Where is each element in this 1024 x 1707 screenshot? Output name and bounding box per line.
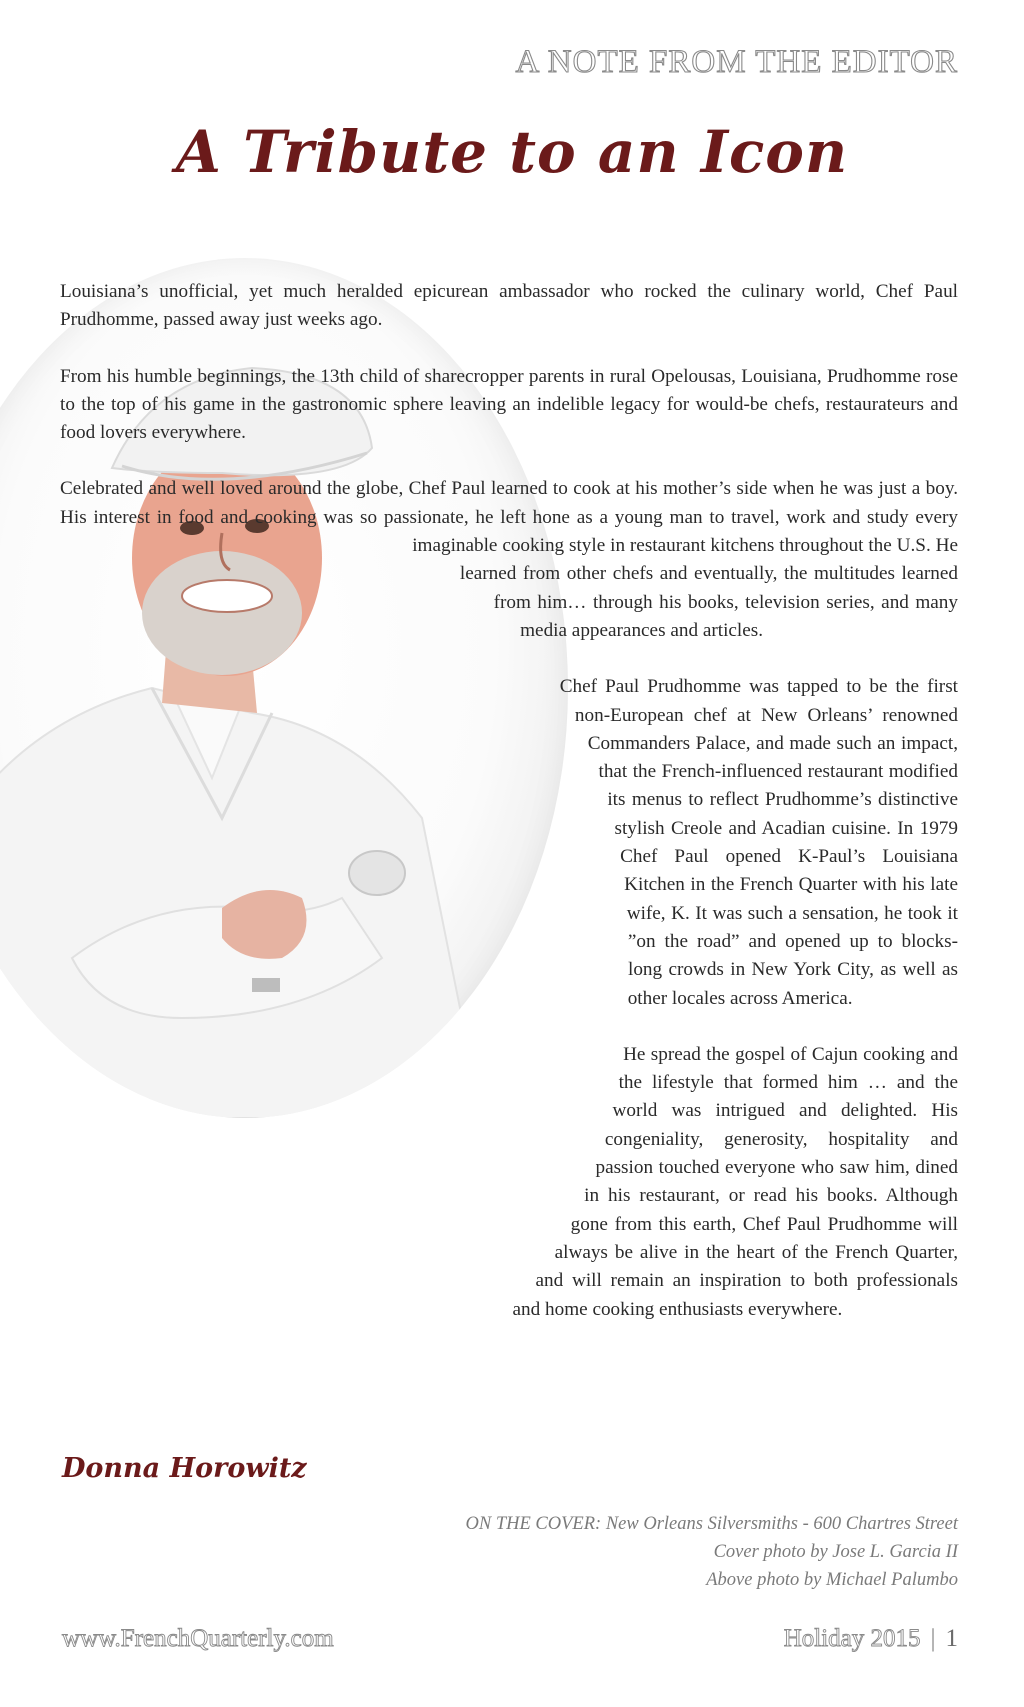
above-photo-credit: Above photo by Michael Palumbo	[706, 1570, 958, 1590]
editor-signature: Donna Horowitz	[62, 1453, 307, 1484]
article-paragraph: Celebrated and well loved around the globe, Chef Paul learned to cook at his mother’s side when he was just a boy. His interest in food and cooking was so passionate, he left hone as a young man to travel, work and study every imaginable cooking style in restaurant kitchens throughout the U.S. He learned from other chefs and eventually, the multitudes learned from him… through his books, television series, and many media appearances and articles.	[60, 478, 958, 641]
title-spacer	[60, 0, 958, 278]
article-paragraph: From his humble beginnings, the 13th child of sharecropper parents in rural Opelousas, Louisiana, Prudhomme rose to the top of his game in the gastronomic sphere leaving an indelible legacy for would-be chefs, restaurateurs and food lovers everywhere.	[60, 365, 958, 444]
article-body	[60, 0, 958, 1396]
page-number: 1	[945, 1625, 958, 1652]
section-kicker: A NOTE FROM THE EDITOR	[515, 44, 958, 80]
article-paragraph: Chef Paul Prudhomme was tapped to be the first non-European chef at New Orleans’ renowned Commanders Palace, and made such an impact, that the French-influenced restaurant modified its menus to reflect Prudhomme’s distinctive stylish Creole and Acadian cuisine. In 1979 Chef Paul opened K-Paul’s Louisiana Kitchen in the French Quarter with his late wife, K. It was such a sensation, he took it ”on the road” and opened up to blocks-long crowds in New York City, as well as other locales across America.	[559, 676, 958, 1009]
article-paragraph: He spread the gospel of Cajun cooking and the lifestyle that formed him … and the world was intrigued and delighted. His congeniality, generosity, hospitality and passion touched everyone who saw him, dined in his restaurant, or read his books. Although gone from this earth, Chef Paul Prudhomme will always be alive in the heart of the French Quarter, and will remain an inspiration to both professionals and home cooking enthusiasts everywhere.	[512, 1043, 958, 1320]
footer-website: www.FrenchQuarterly.com	[62, 1625, 334, 1652]
cover-credit: ON THE COVER: New Orleans Silversmiths - 600 Chartres Street	[465, 1514, 958, 1534]
cover-photo-credit: Cover photo by Jose L. Garcia II	[713, 1542, 958, 1562]
article-title: A Tribute to an Icon	[175, 118, 849, 186]
issue-label: Holiday 2015	[783, 1625, 921, 1652]
footer-issue-info	[784, 1625, 958, 1653]
article-paragraph: Louisiana’s unofficial, yet much heralded epicurean ambassador who rocked the culinary world, Chef Paul Prudhomme, passed away just weeks ago.	[60, 281, 958, 331]
footer-separator: |	[930, 1625, 936, 1652]
photo-credits	[466, 1510, 958, 1594]
